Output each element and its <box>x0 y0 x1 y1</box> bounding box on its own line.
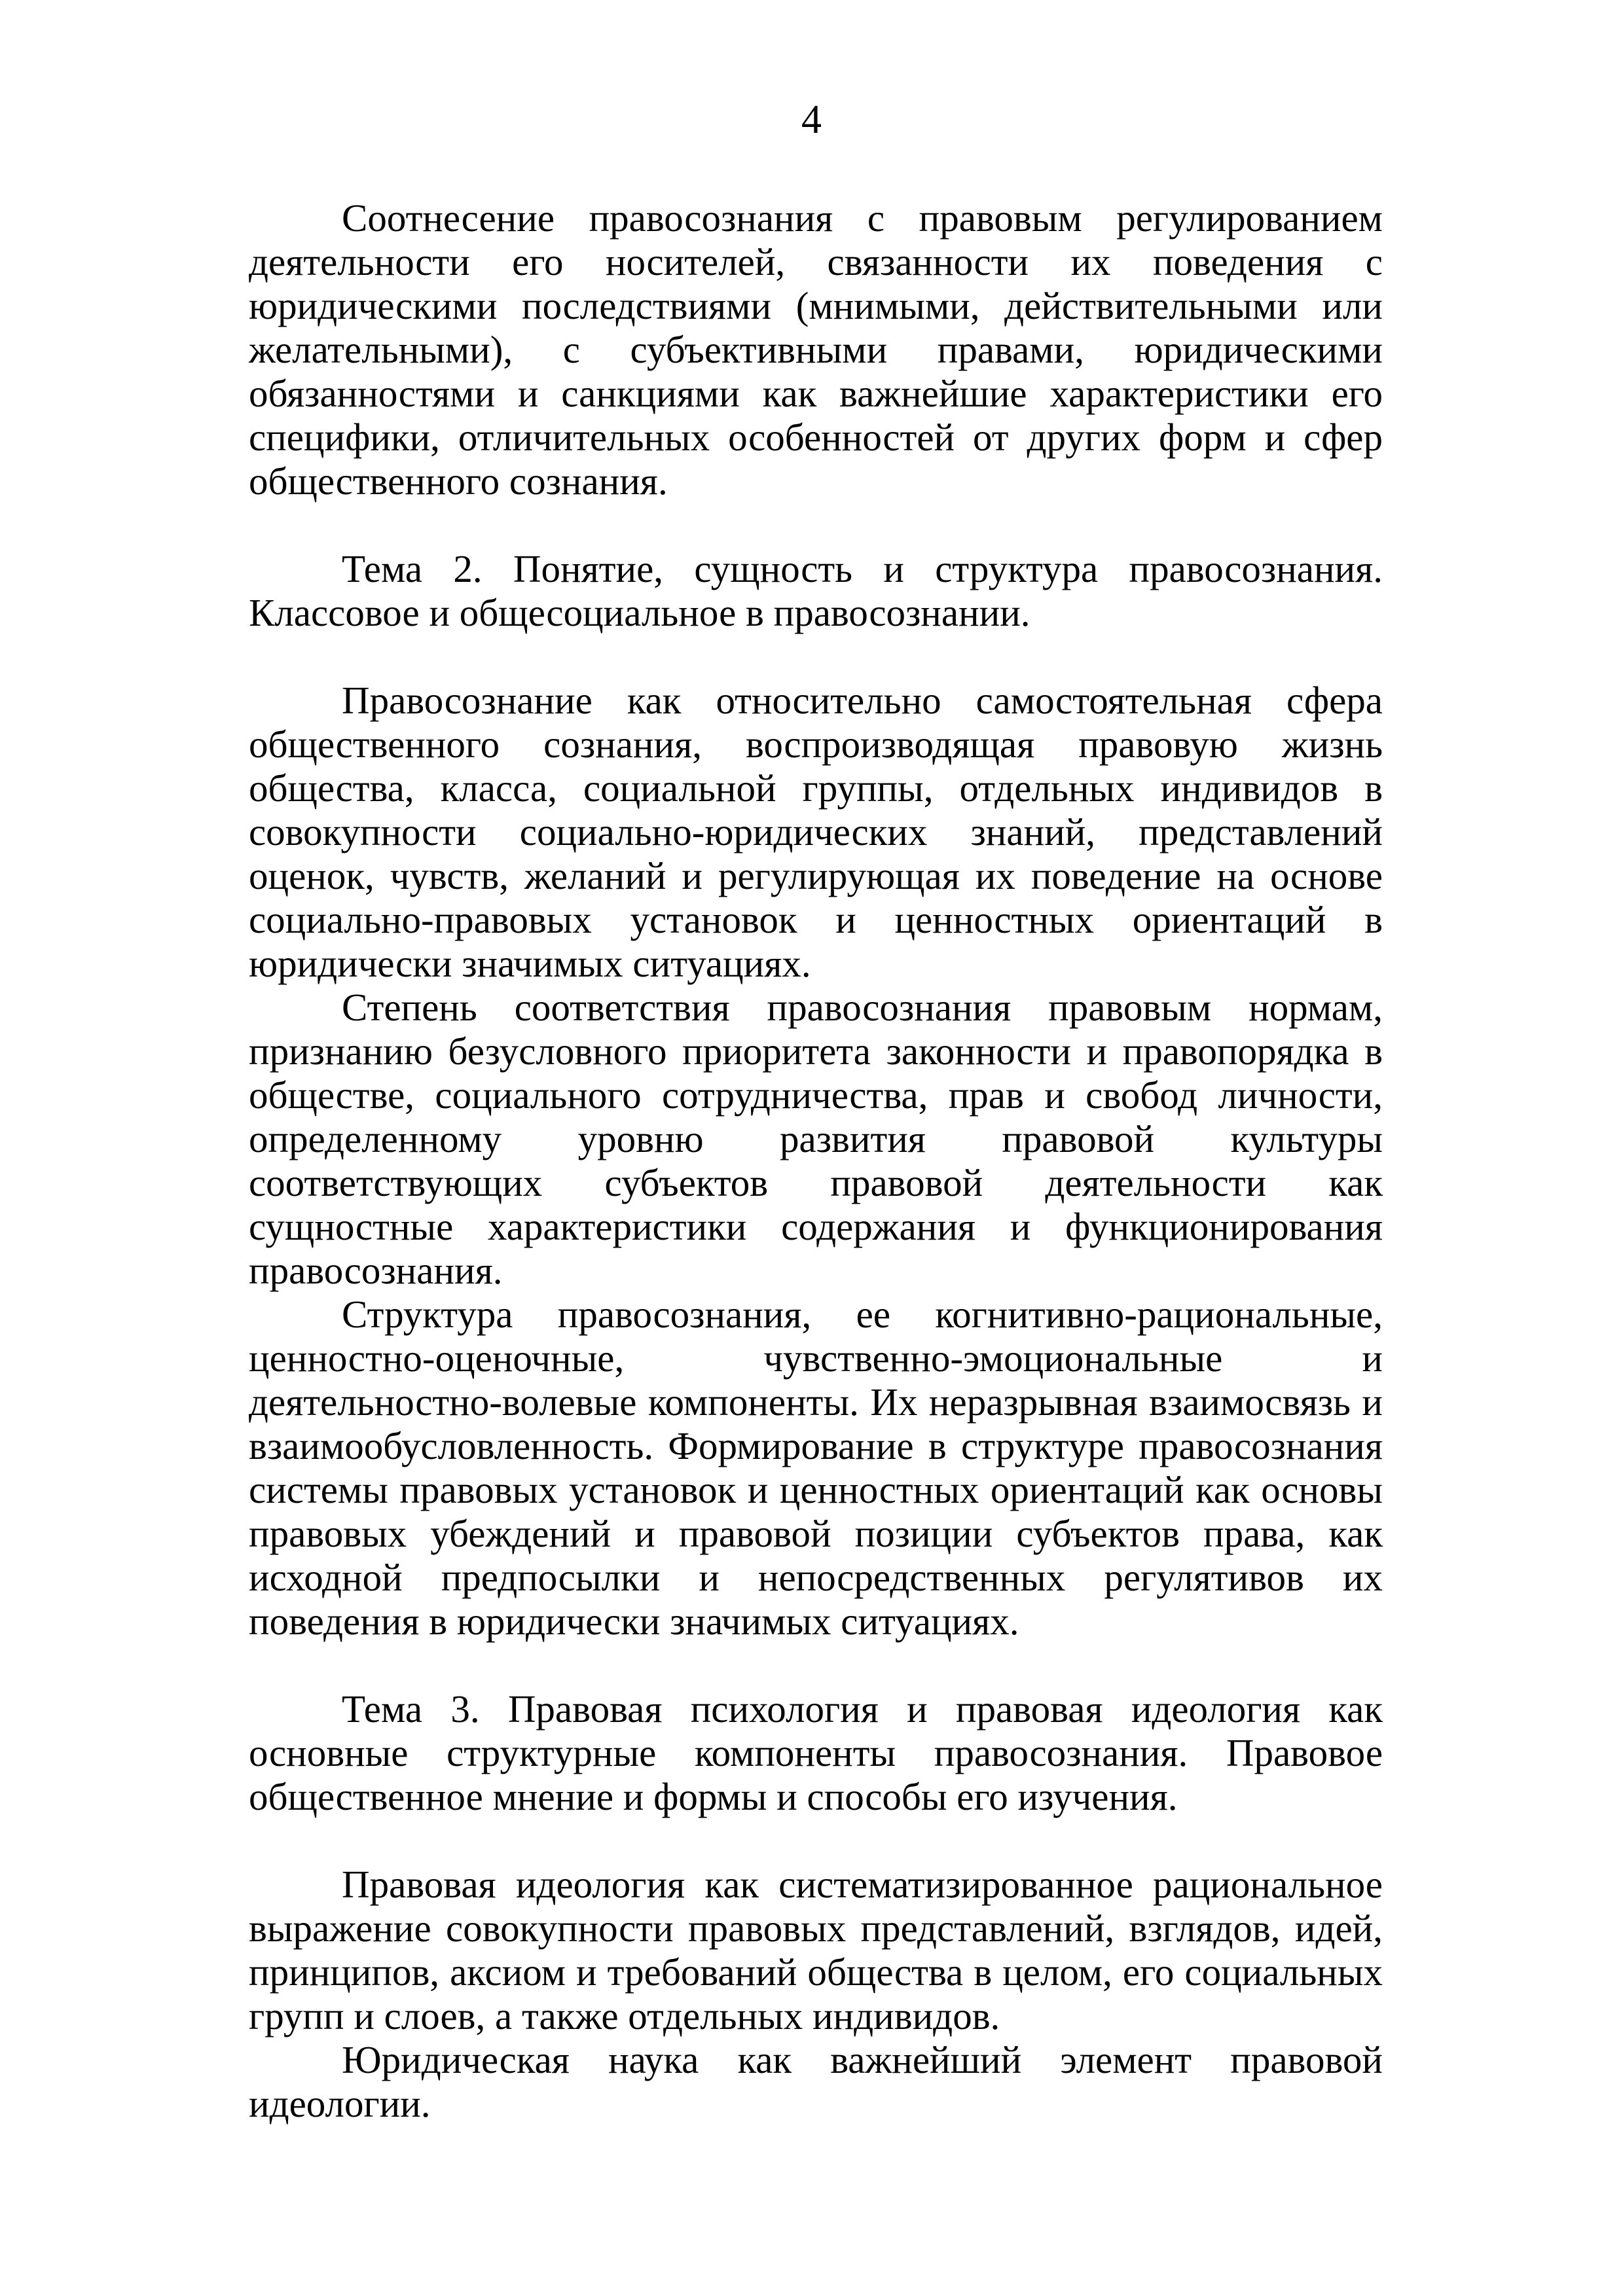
page-number: 4 <box>801 98 822 142</box>
paragraph-structure: Структура правосознания, ее когнитивно-рациональные, ценностно-оценочные, чувственно-эмоциональные и деятельностно-волевые компоненты. Их неразрывная взаимосвязь и взаимообусловленность. Формирование в структуре правосознания системы правовых установок и ценностных ориентаций как основы правовых убеждений и правовой позиции субъектов права, как исходной предпосылки и непосредственных регулятивов их поведения в юридически значимых ситуациях. <box>249 1293 1383 1643</box>
paragraph-relation-regulation: Соотнесение правосознания с правовым регулированием деятельности его носителей, связанности их поведения с юридическими последствиями (мнимыми, действительными или желательными), с субъективными правами, юридическими обязанностями и санкциями как важнейшие характеристики его специфики, отличительных особенностей от других форм и сфер общественного сознания. <box>249 196 1383 503</box>
document-body <box>249 196 1383 2126</box>
paragraph-legal-science: Юридическая наука как важнейший элемент правовой идеологии. <box>249 2038 1383 2125</box>
paragraph-legal-consciousness-definition: Правосознание как относительно самостоятельная сфера общественного сознания, воспроизводящая правовую жизнь общества, класса, социальной группы, отдельных индивидов в совокупности социально-юридических знаний, представлений оценок, чувств, желаний и регулирующая их поведение на основе социально-правовых установок и ценностных ориентаций в юридически значимых ситуациях. <box>249 679 1383 985</box>
paragraph-degree-of-conformity: Степень соответствия правосознания правовым нормам, признанию безусловного приоритета законности и правопорядка в обществе, социального сотрудничества, прав и свобод личности, определенному уровню развития правовой культуры соответствующих субъектов правовой деятельности как сущностные характеристики содержания и функционирования правосознания. <box>249 986 1383 1292</box>
paragraph-legal-ideology: Правовая идеология как систематизированное рациональное выражение совокупности правовых представлений, взглядов, идей, принципов, аксиом и требований общества в целом, его социальных групп и слоев, а также отдельных индивидов. <box>249 1863 1383 2037</box>
topic-3-heading: Тема 3. Правовая психология и правовая идеология как основные структурные компоненты правосознания. Правовое общественное мнение и формы и способы его изучения. <box>249 1687 1383 1818</box>
topic-2-heading: Тема 2. Понятие, сущность и структура правосознания. Классовое и общесоциальное в правосознании. <box>249 547 1383 634</box>
